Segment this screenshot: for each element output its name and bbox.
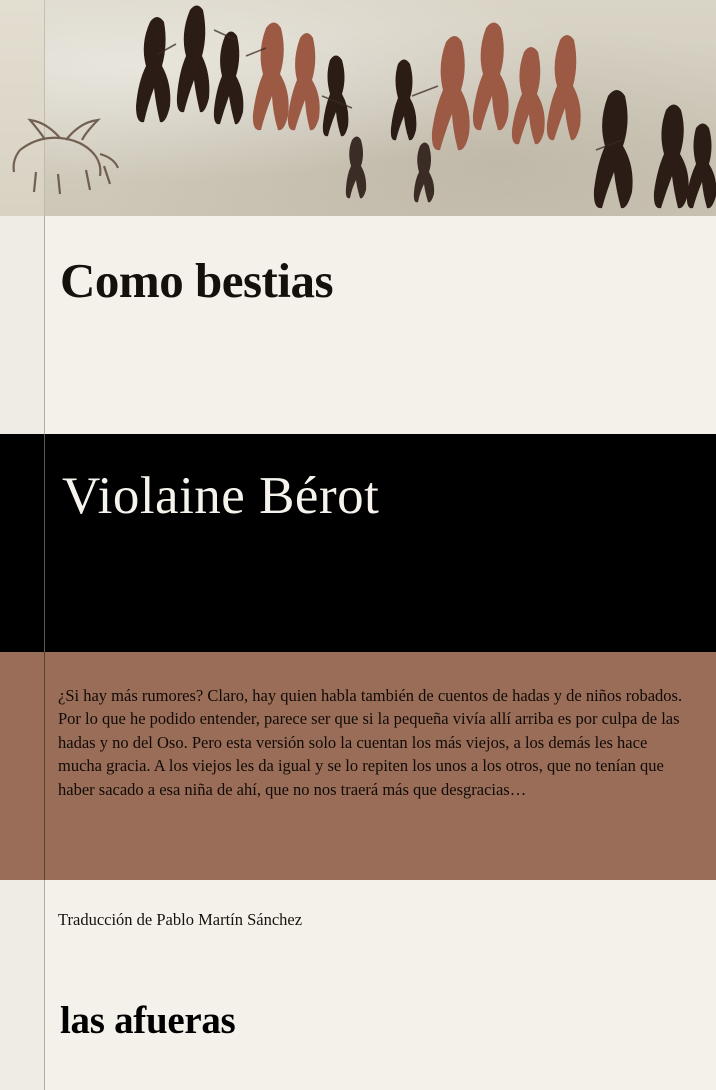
blurb-text: ¿Si hay más rumores? Claro, hay quien habla también de cuentos de hadas y de niños robados. Por lo que he podido entender, parece ser que si la pequeña vivía allí arriba es por culpa de las hadas y no del Oso. Pero esta versión solo la cuentan los más viejos, a los demás les hace mucha gracia. A los viejos les da igual y se lo repiten los unos a los otros, que no tenían que haber sacado a esa niña de ahí, que no nos traerá más que desgracias… [58,686,683,799]
cave-painting-figures-icon [0,0,716,216]
vertical-rule-on-brown [44,652,45,880]
bottom-left-margin [0,880,45,1090]
book-author: Violaine Bérot [62,467,380,525]
bottom-block [0,880,716,1090]
title-block [0,216,716,434]
translator-credit: Traducción de Pablo Martín Sánchez [58,910,303,929]
publisher-name: las afueras [60,999,236,1042]
title-left-margin [0,216,45,434]
book-title: Como bestias [60,253,334,308]
cover-artwork [0,0,716,216]
author-block [0,434,716,652]
vertical-rule-on-black [44,434,45,652]
blurb-block [0,652,716,880]
